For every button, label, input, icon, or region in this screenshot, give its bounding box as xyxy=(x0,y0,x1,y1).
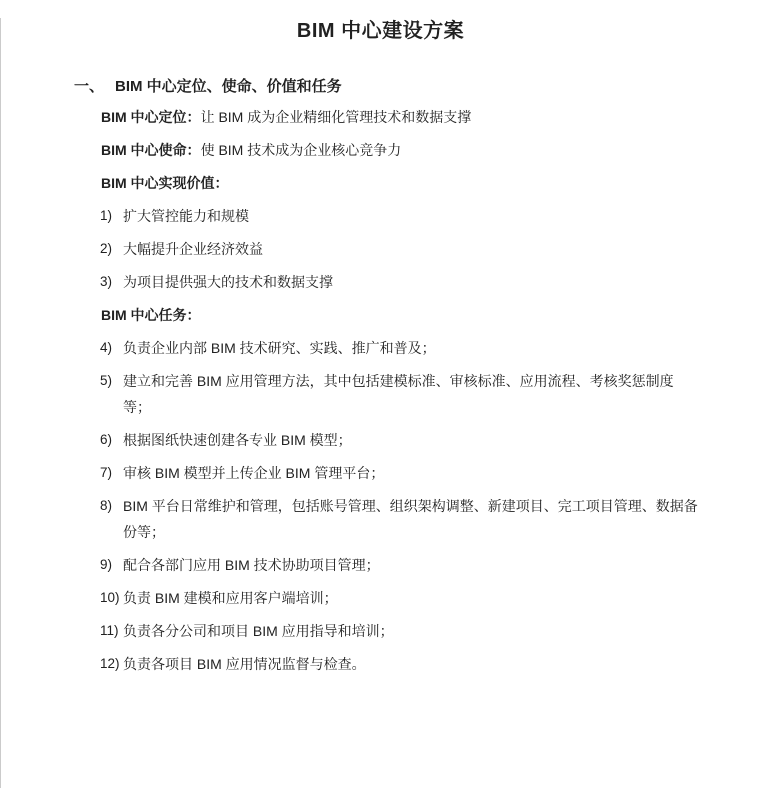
paragraph-label: BIM 中心实现价值： xyxy=(101,175,229,191)
list-item xyxy=(1,460,760,486)
list-item-text: 大幅提升企业经济效益 xyxy=(123,241,263,257)
list-item xyxy=(1,236,760,262)
list-item-number: 2) xyxy=(100,241,113,256)
list-item-text: 建立和完善 BIM 应用管理方法，其中包括建模标准、审核标准、应用流程、考核奖惩制度等； xyxy=(123,373,674,415)
paragraph-task-heading xyxy=(101,302,700,328)
list-item-number: 1) xyxy=(100,208,113,223)
section-number: 一、 xyxy=(74,78,105,95)
list-item-text: 为项目提供强大的技术和数据支撑 xyxy=(123,274,333,290)
list-item-number: 12) xyxy=(100,656,120,671)
list-item-text: 扩大管控能力和规模 xyxy=(123,208,249,224)
paragraph-value-heading xyxy=(101,170,700,196)
paragraph-text: 让 BIM 成为企业精细化管理技术和数据支撑 xyxy=(200,109,472,125)
list-item-number: 6) xyxy=(100,432,113,447)
document-page xyxy=(0,18,760,788)
paragraph-text: 使 BIM 技术成为企业核心竞争力 xyxy=(200,142,402,158)
list-item-text: 根据图纸快速创建各专业 BIM 模型； xyxy=(123,432,352,448)
list-item-text: 负责 BIM 建模和应用客户端培训； xyxy=(123,590,338,606)
list-item xyxy=(1,427,760,453)
list-item-number: 3) xyxy=(100,274,113,289)
list-item xyxy=(1,368,760,420)
list-item xyxy=(1,203,760,229)
list-item-text: 审核 BIM 模型并上传企业 BIM 管理平台； xyxy=(123,465,385,481)
list-item xyxy=(1,493,760,545)
value-list xyxy=(1,203,760,295)
list-item xyxy=(1,585,760,611)
paragraph-mission xyxy=(101,137,700,163)
section-title: BIM 中心定位、使命、价值和任务 xyxy=(115,78,342,95)
list-item-number: 11) xyxy=(100,623,119,638)
paragraph-label: BIM 中心任务： xyxy=(101,307,201,323)
list-item-text: BIM 平台日常维护和管理，包括账号管理、组织架构调整、新建项目、完工项目管理、数据备份等； xyxy=(123,498,698,540)
paragraph-positioning xyxy=(101,104,700,130)
list-item xyxy=(1,651,760,677)
list-item xyxy=(1,618,760,644)
paragraph-label: BIM 中心使命： xyxy=(101,142,201,158)
list-item-number: 5) xyxy=(100,373,113,388)
paragraph-label: BIM 中心定位： xyxy=(101,109,201,125)
list-item-text: 负责企业内部 BIM 技术研究、实践、推广和普及； xyxy=(123,340,436,356)
list-item xyxy=(1,269,760,295)
document-title: BIM 中心建设方案 xyxy=(296,20,465,42)
list-item-text: 负责各项目 BIM 应用情况监督与检查。 xyxy=(123,656,366,672)
list-item-number: 10) xyxy=(100,590,120,605)
list-item xyxy=(1,552,760,578)
list-item-number: 8) xyxy=(100,498,113,513)
task-list xyxy=(1,335,760,677)
list-item-text: 负责各分公司和项目 BIM 应用指导和培训； xyxy=(123,623,394,639)
section-heading xyxy=(74,76,760,97)
list-item-number: 4) xyxy=(100,340,113,355)
list-item-number: 7) xyxy=(100,465,113,480)
list-item xyxy=(1,335,760,361)
list-item-number: 9) xyxy=(100,557,113,572)
list-item-text: 配合各部门应用 BIM 技术协助项目管理； xyxy=(123,557,380,573)
